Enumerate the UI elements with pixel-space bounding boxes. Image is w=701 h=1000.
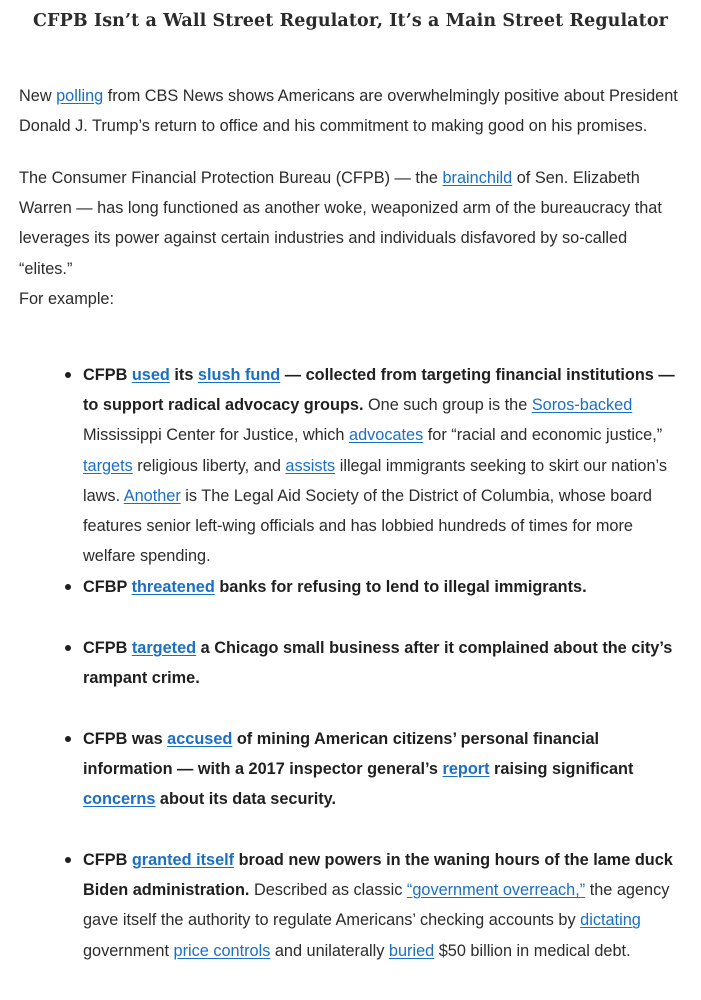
link-government-overreach[interactable]: “government overreach,”	[406, 881, 586, 900]
link-dictating[interactable]: dictating	[580, 911, 641, 930]
link-brainchild[interactable]: brainchild	[442, 169, 513, 187]
link-assists[interactable]: assists	[285, 456, 336, 475]
link-polling[interactable]: polling	[56, 87, 104, 105]
paragraph-for-example: For example:	[19, 290, 115, 308]
list-item-threatened-banks: CFBP threatened banks for refusing to lend to illegal immigrants.	[83, 572, 683, 602]
link-slush-fund[interactable]: slush fund	[197, 366, 281, 384]
article-title: CFPB Isn’t a Wall Street Regulator, It’s a Main Street Regulator	[33, 11, 668, 31]
list-item-new-powers: CFPB granted itself broad new powers in the waning hours of the lame duck Biden administration. Described as classic “government overreach,” the agency gave itself the authority to regulate Americans’ checking accounts by dictating government price controls and unilaterally buried $50 billion in medical debt.	[83, 845, 683, 966]
link-buried[interactable]: buried	[388, 941, 435, 960]
paragraph-polling: New polling from CBS News shows Americans are overwhelmingly positive about President Donald J. Trump’s return to office and his commitment to making good on his promises.	[19, 87, 678, 136]
link-price-controls[interactable]: price controls	[173, 941, 271, 960]
bullet-dot	[65, 857, 71, 863]
bullet-dot	[65, 736, 71, 742]
link-threatened[interactable]: threatened	[131, 578, 215, 596]
link-another[interactable]: Another	[123, 486, 181, 505]
link-targets[interactable]: targets	[83, 456, 133, 475]
link-concerns[interactable]: concerns	[83, 790, 156, 809]
link-accused[interactable]: accused	[167, 730, 233, 748]
link-report[interactable]: report	[442, 760, 490, 779]
list-item-data-mining: CFPB was accused of mining American citizens’ personal financial information — with a 2017 inspector general’s report raising significant concerns about its data security.	[83, 724, 683, 815]
list-item-slush-fund: CFPB used its slush fund — collected from targeting financial institutions — to support radical advocacy groups. One such group is the Soros-backed Mississippi Center for Justice, which advocates for “racial and economic justice,” targets religious liberty, and assists illegal immigrants seeking to skirt our nation’s laws. Another is The Legal Aid Society of the District of Columbia, whose board features senior left-wing officials and has lobbied hundreds of times for more welfare spending.	[83, 360, 683, 571]
bullet-dot	[65, 372, 71, 378]
link-advocates[interactable]: advocates	[349, 426, 424, 445]
bullet-dot	[65, 645, 71, 651]
link-used[interactable]: used	[131, 366, 170, 384]
link-targeted[interactable]: targeted	[131, 639, 197, 657]
link-granted-itself[interactable]: granted itself	[131, 851, 235, 869]
link-soros-backed[interactable]: Soros-backed	[531, 396, 633, 415]
list-item-chicago-business: CFPB targeted a Chicago small business after it complained about the city’s rampant crime.	[83, 633, 683, 693]
paragraph-cfpb-intro: The Consumer Financial Protection Bureau (CFPB) — the brainchild of Sen. Elizabeth Warren — has long functioned as another woke, weaponized arm of the bureaucracy that leverages its power against certain industries and individuals disfavored by so-called “elites.”	[19, 169, 662, 278]
bullet-dot	[65, 584, 71, 590]
